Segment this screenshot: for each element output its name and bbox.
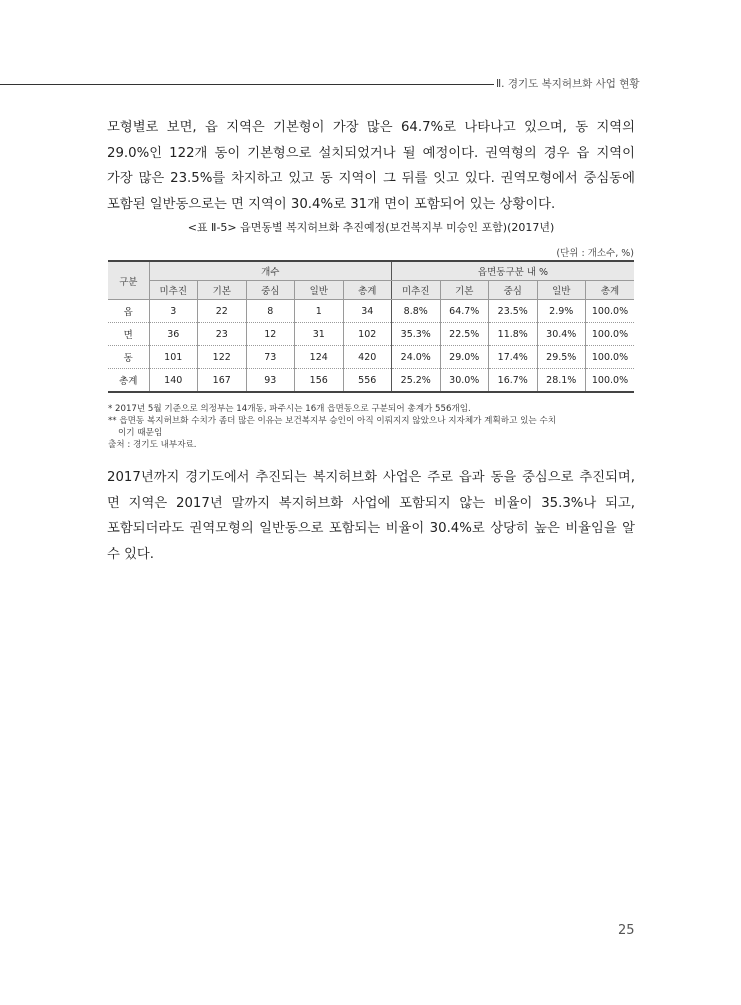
table-cell: 16.7%	[489, 369, 538, 393]
table-cell: 36	[149, 323, 198, 346]
table-cell: 122	[198, 346, 247, 369]
source-note: 출처 : 경기도 내부자료.	[108, 440, 197, 450]
table-cell: 28.1%	[537, 369, 586, 393]
table-cell: 22	[198, 300, 247, 323]
table-cell: 17.4%	[489, 346, 538, 369]
table-cell: 100.0%	[586, 369, 635, 393]
table-cell: 101	[149, 346, 198, 369]
table-cell: 420	[343, 346, 392, 369]
table-cell: 30.4%	[537, 323, 586, 346]
paragraph-2: 2017년까지 경기도에서 추진되는 복지허브화 사업은 주로 읍과 동을 중심으로 추진되며, 면 지역은 2017년 말까지 복지허브화 사업에 포함되지 않는 비율이 35.3%나 되고, 포함되더라도 권역모형의 일반동으로 포함되는 비율이 30.4%로 상당히 높은 비율임을 알 수 있다.	[107, 470, 635, 562]
table-row	[108, 346, 634, 369]
table-cell: 100.0%	[586, 300, 635, 323]
table-cell: 25.2%	[392, 369, 441, 393]
data-table	[108, 260, 634, 393]
row-header-cell: 구분	[108, 261, 149, 300]
subheader-cell: 중심	[246, 281, 295, 300]
table-cell: 30.0%	[440, 369, 489, 393]
table-cell: 167	[198, 369, 247, 393]
table-cell: 100.0%	[586, 346, 635, 369]
table-cell: 8.8%	[392, 300, 441, 323]
table-cell: 93	[246, 369, 295, 393]
table-row-total	[108, 369, 634, 393]
subheader-cell: 기본	[198, 281, 247, 300]
group-header-count: 개수	[149, 261, 392, 281]
table-unit: (단위 : 개소수, %)	[556, 248, 634, 259]
table-cell: 31	[295, 323, 344, 346]
table-cell: 140	[149, 369, 198, 393]
row-label: 동	[108, 346, 149, 369]
table-cell: 12	[246, 323, 295, 346]
table-notes	[108, 403, 636, 451]
table-cell: 156	[295, 369, 344, 393]
subheader-cell: 미추진	[392, 281, 441, 300]
row-label: 읍	[108, 300, 149, 323]
table-cell: 11.8%	[489, 323, 538, 346]
table-cell: 29.5%	[537, 346, 586, 369]
table-cell: 2.9%	[537, 300, 586, 323]
table-cell: 8	[246, 300, 295, 323]
table-row	[108, 323, 634, 346]
table-cell: 73	[246, 346, 295, 369]
note-2-continued: 이기 때문임	[118, 428, 163, 438]
subheader-cell: 미추진	[149, 281, 198, 300]
table-cell: 24.0%	[392, 346, 441, 369]
table-cell: 102	[343, 323, 392, 346]
table-cell: 556	[343, 369, 392, 393]
table-cell: 23.5%	[489, 300, 538, 323]
table-cell: 3	[149, 300, 198, 323]
table-cell: 29.0%	[440, 346, 489, 369]
subheader-cell: 일반	[537, 281, 586, 300]
page-number: 25	[618, 923, 635, 938]
subheader-cell: 중심	[489, 281, 538, 300]
subheader-cell: 일반	[295, 281, 344, 300]
group-header-percent: 읍면동구분 내 %	[392, 261, 635, 281]
table-row	[108, 300, 634, 323]
table-cell: 100.0%	[586, 323, 635, 346]
table-cell: 124	[295, 346, 344, 369]
row-label: 총계	[108, 369, 149, 393]
table-cell: 35.3%	[392, 323, 441, 346]
row-label: 면	[108, 323, 149, 346]
table-cell: 22.5%	[440, 323, 489, 346]
subheader-cell: 총계	[586, 281, 635, 300]
table-cell: 64.7%	[440, 300, 489, 323]
running-header: Ⅱ. 경기도 복지허브화 사업 현황	[496, 78, 640, 90]
subheader-cell: 기본	[440, 281, 489, 300]
table-caption: <표 Ⅱ-5> 읍면동별 복지허브화 추진예정(보건복지부 미승인 포함)(2017년)	[187, 221, 555, 234]
table-cell: 34	[343, 300, 392, 323]
paragraph-1: 모형별로 보면, 읍 지역은 기본형이 가장 많은 64.7%로 나타나고 있으며, 동 지역의 29.0%인 122개 동이 기본형으로 설치되었거나 될 예정이다. 권역형의 경우 읍 지역이 가장 많은 23.5%를 차지하고 있고 동 지역이 그 뒤를 잇고 있다. 권역모형에서 중심동에 포함된 일반동으로는 면 지역이 30.4%로 31개 면이 포함되어 있는 상황이다.	[107, 120, 635, 212]
table-cell: 23	[198, 323, 247, 346]
note-1: * 2017년 5월 기준으로 의정부는 14개동, 파주시는 16개 읍면동으로 구분되어 총계가 556개임.	[108, 404, 471, 414]
note-2: ** 읍면동 복지허브화 수치가 좀더 많은 이유는 보건복지부 승인이 아직 이뤄지지 않았으나 지자체가 계획하고 있는 수치	[108, 416, 557, 426]
header-rule	[0, 84, 494, 85]
table-cell: 1	[295, 300, 344, 323]
subheader-cell: 총계	[343, 281, 392, 300]
